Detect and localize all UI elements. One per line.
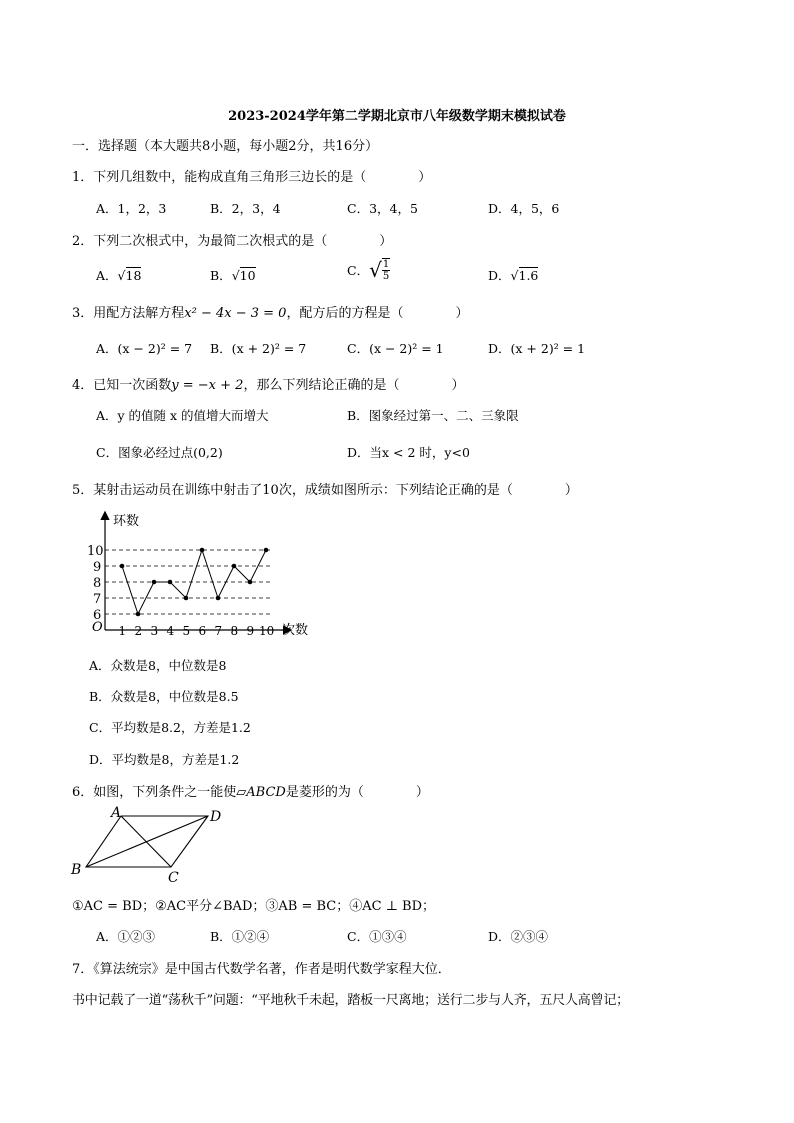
data-point (120, 564, 125, 569)
q4-option-c: C．图象必经过点(0,2) (96, 445, 223, 460)
q4-stem-b: ，那么下列结论正确的是（ ） (243, 378, 465, 393)
vertex-b-label: B (71, 862, 82, 878)
q6-stem-b: 是菱形的为（ ） (285, 785, 429, 800)
q4-function: y = −x + 2 (171, 378, 244, 393)
y-tick-label: 6 (93, 608, 102, 623)
x-tick-label: 5 (182, 624, 191, 638)
x-tick-label: 8 (230, 624, 239, 638)
question-3-stem (72, 302, 468, 321)
q2-radicand-d: 1.6 (518, 268, 539, 283)
data-point (200, 548, 205, 553)
q6-option-a: A．①②③ (96, 929, 156, 944)
q2-radicand-a: 18 (125, 268, 142, 283)
q6-stem-a: 6．如图，下列条件之一能使 (72, 785, 237, 800)
data-point (232, 564, 237, 569)
q5-option-a: A．众数是8，中位数是8 (89, 658, 227, 673)
parallelogram-figure (68, 803, 238, 885)
x-tick-labels (119, 624, 275, 638)
q2-fraction-c (382, 258, 390, 282)
q2-option-d (488, 266, 538, 284)
vertex-d-label: D (210, 809, 222, 825)
q2-fraction-denominator: 5 (382, 271, 390, 282)
q2-label-d: D． (488, 268, 511, 283)
q3-stem-b: ，配方后的方程是（ ） (286, 306, 469, 321)
data-point (216, 596, 221, 601)
q1-option-d: D．4，5，6 (488, 201, 560, 216)
vertex-c-label: C (168, 870, 179, 885)
data-point (184, 596, 189, 601)
question-7-line-1: 7．《算法统宗》是中国古代数学名著，作者是明代数学家程大位． (72, 962, 451, 977)
data-point (152, 580, 157, 585)
sqrt-symbol: √ (231, 268, 240, 283)
q4-option-d: D．当x < 2 时，y<0 (347, 445, 470, 460)
y-tick-label: 9 (93, 560, 102, 575)
q2-option-a (96, 266, 141, 284)
parallelogram-name: ▱ABCD (236, 785, 286, 800)
q4-option-a: A．y 的值随 x 的值增大而增大 (96, 408, 269, 423)
x-tick-label: 6 (198, 624, 207, 638)
x-tick-label: 3 (150, 624, 159, 638)
x-axis-label: 次数 (282, 623, 309, 638)
q3-option-c: C．(x − 2)² = 1 (347, 341, 444, 356)
sqrt-symbol: √ (117, 268, 126, 283)
q4-option-b: B．图象经过第一、二、三象限 (347, 408, 519, 423)
q5-option-b: B．众数是8，中位数是8.5 (89, 689, 239, 704)
sqrt-symbol: √ (510, 268, 519, 283)
q3-stem-a: 3．用配方法解方程 (72, 306, 185, 321)
data-point (136, 612, 141, 617)
section-heading: 一．选择题（本大题共8小题，每小题2分，共16分） (72, 139, 379, 154)
q1-option-a: A．1，2，3 (96, 201, 167, 216)
q2-option-b (210, 266, 256, 284)
q2-label-a: A． (96, 268, 118, 283)
y-tick-label: 10 (87, 544, 104, 559)
sqrt-symbol: √ (369, 258, 382, 282)
q3-option-b: B．(x + 2)² = 7 (210, 341, 307, 356)
x-tick-label: 10 (259, 624, 275, 638)
x-tick-label: 2 (134, 624, 143, 638)
question-2-stem: 2．下列二次根式中，为最简二次根式的是（ ） (72, 234, 393, 249)
x-tick-label: 1 (118, 624, 127, 638)
q1-option-b: B．2，3，4 (210, 201, 281, 216)
x-tick-label: 9 (246, 624, 255, 638)
q1-option-c: C．3，4，5 (347, 201, 418, 216)
q3-equation: x² − 4x − 3 = 0 (184, 306, 287, 321)
page-title: 2023-2024学年第二学期北京市八年级数学期末模拟试卷 (228, 109, 566, 124)
origin-label: O (92, 620, 103, 635)
question-6-stem (72, 781, 429, 800)
question-4-stem (72, 374, 464, 393)
q2-fraction-numerator: 1 (382, 259, 390, 270)
q2-option-c (347, 258, 390, 282)
q6-option-c: C．①③④ (347, 929, 407, 944)
y-tick-labels (87, 544, 104, 623)
q5-option-c: C．平均数是8.2，方差是1.2 (89, 720, 251, 735)
x-tick-label: 7 (214, 624, 223, 638)
q2-radicand-b: 10 (239, 268, 256, 283)
vertex-a-label: A (111, 805, 122, 821)
q2-label-b: B． (210, 268, 232, 283)
question-5-stem: 5．某射击运动员在训练中射击了10次，成绩如图所示：下列结论正确的是（ ） (72, 483, 578, 498)
y-tick-label: 7 (93, 592, 102, 607)
y-axis-label: 环数 (113, 514, 140, 529)
question-7-line-2: 书中记载了一道“荡秋千”问题：“平地秋千未起，踏板一尺离地；送行二步与人齐，五尺人高曾记； (72, 993, 629, 1008)
y-tick-label: 8 (93, 576, 102, 591)
data-point (168, 580, 173, 585)
q4-stem-a: 4．已知一次函数 (72, 378, 172, 393)
data-point (264, 548, 269, 553)
shooting-score-chart (85, 505, 325, 645)
q6-conditions: ①AC = BD；②AC平分∠BAD；③AB = BC；④AC ⊥ BD； (72, 899, 436, 914)
q6-option-b: B．①②④ (210, 929, 270, 944)
q3-option-a: A．(x − 2)² = 7 (96, 341, 193, 356)
q6-option-d: D．②③④ (488, 929, 549, 944)
data-point (248, 580, 253, 585)
question-1-stem: 1．下列几组数中，能构成直角三角形三边长的是（ ） (72, 170, 432, 185)
q2-label-c: C． (347, 263, 370, 278)
x-tick-label: 4 (166, 624, 175, 638)
q5-option-d: D．平均数是8，方差是1.2 (89, 752, 240, 767)
q3-option-d: D．(x + 2)² = 1 (488, 341, 586, 356)
